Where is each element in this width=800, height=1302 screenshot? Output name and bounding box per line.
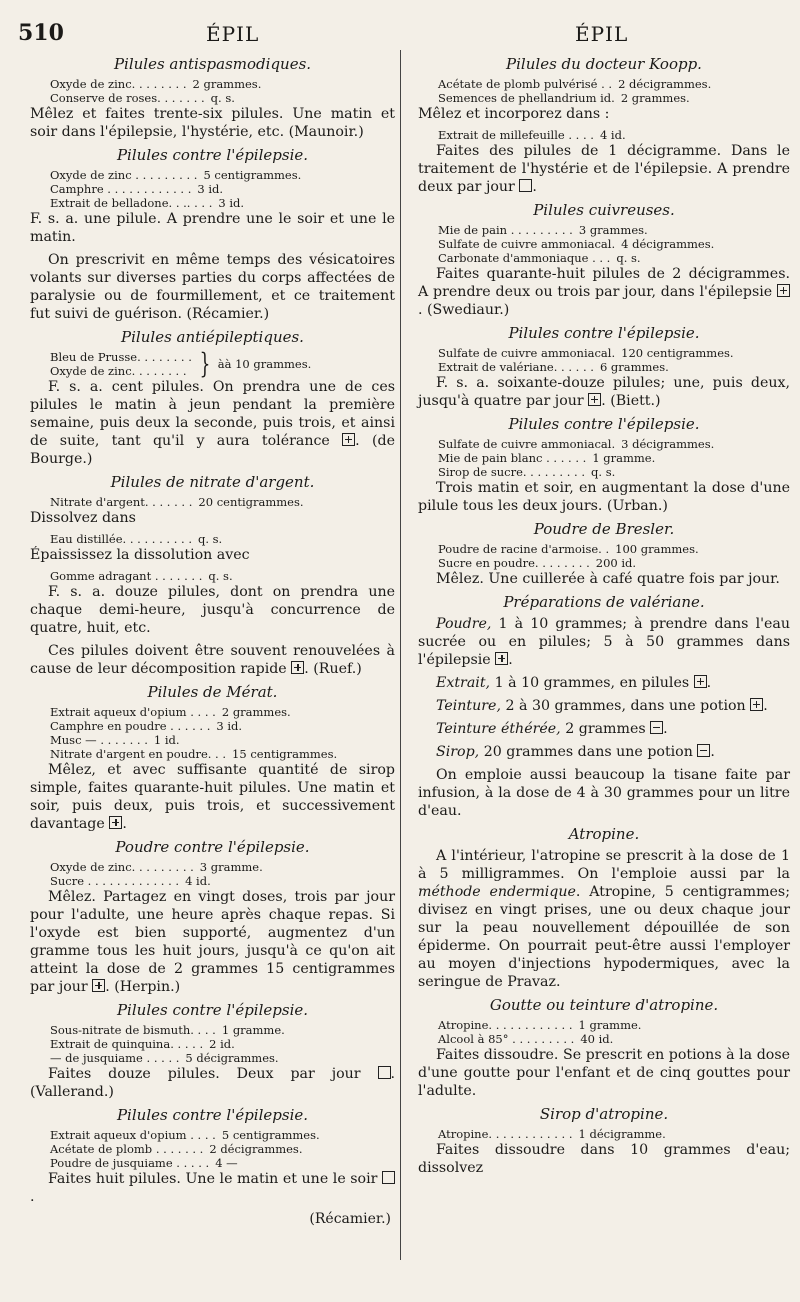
paragraph: Mêlez et incorporez dans : (418, 106, 610, 122)
section-title: Pilules de Mérat. (147, 683, 278, 701)
section-title: Poudre contre l'épilepsie. (115, 838, 310, 856)
ingredient: Mie de pain . . . . . . . . . (438, 223, 573, 237)
quantity: q. s. (208, 569, 233, 583)
section-title: Pilules contre l'épilepsie. (116, 1001, 309, 1019)
ingredient: Sirop de sucre. . . . . . . . . (438, 465, 586, 479)
brace-icon: } (199, 347, 211, 380)
formula-ingredients (50, 350, 192, 378)
quantity: 2 grammes. (221, 705, 291, 719)
section-title: Pilules contre l'épilepsie. (116, 146, 309, 164)
quantity: 2 grammes. (620, 91, 690, 105)
paragraph: A l'intérieur, l'atropine se prescrit à la dose de 1 à 5 milligrammes. On l'emploie aussi par la méthode endermique. Atropine, 5 centigrammes; divisez en vingt prises, une ou deux chaque jour sur la peau nouvellement dépouillée de son épiderme. On pourrait peut-être aussi l'employer au moyen d'injections hypodermiques, avec la seringue de Pravaz. (418, 848, 790, 990)
formula (438, 1018, 790, 1046)
formula-row (438, 542, 790, 556)
empty-box-icon (378, 1066, 391, 1079)
formula-row (50, 532, 395, 546)
quantity: 6 grammes. (599, 360, 669, 374)
author: . (Swediaur.) (418, 302, 510, 318)
paragraph-text: Mêlez. Partagez en vingt doses, trois par jour pour l'adulte, une heure après chaque repas. Si l'oxyde est bien supporté, augmentez d'un gramme tous les huit jours, jusqu'à ce qu'on ait atteint la dose de 2 grammes 15 centigrammes par jour (30, 889, 395, 995)
formula (50, 860, 395, 888)
formula-row (50, 874, 395, 888)
paragraph: F. s. a. une pilule. A prendre une le soir et une le matin. (30, 211, 395, 245)
ingredient: Oxyde de zinc. . . . . . . . (50, 77, 187, 91)
formula-row (50, 1156, 395, 1170)
formula-row (50, 569, 395, 583)
paragraph: Extrait, 1 à 10 grammes, en pilules . (436, 675, 712, 691)
section-title: Préparations de valériane. (503, 593, 705, 611)
ingredient: Atropine. . . . . . . . . . . . (438, 1127, 573, 1141)
formula (50, 705, 395, 761)
quantity: 5 décigrammes. (185, 1051, 279, 1065)
formula-row (50, 77, 395, 91)
paragraph: Teinture, 2 à 30 grammes, dans une potion . (436, 698, 768, 714)
quantity: 1 gramme. (578, 1018, 642, 1032)
ingredient: Sulfate de cuivre ammoniacal. (438, 346, 616, 360)
paragraph: Mêlez et faites trente-six pilules. Une matin et soir dans l'épilepsie, l'hystérie, etc. (Maunoir.) (30, 106, 395, 140)
formula-row (50, 495, 395, 509)
formula-row (438, 437, 790, 451)
empty-box-icon (382, 1171, 395, 1184)
ingredient: Extrait aqueux d'opium . . . . (50, 1128, 216, 1142)
quantity: 5 centigrammes. (221, 1128, 320, 1142)
ingredient: Eau distillée. . . . . . . . . . (50, 532, 192, 546)
paragraph (30, 378, 395, 468)
ingredient: Sulfate de cuivre ammoniacal. (438, 237, 616, 251)
plus-box-icon (109, 816, 122, 829)
header-title-right: ÉPIL (575, 22, 629, 46)
formula-row (438, 251, 790, 265)
formula (438, 223, 790, 265)
ingredient: Conserve de roses. . . . . . . (50, 91, 205, 105)
section-title: Pilules cuivreuses. (533, 201, 675, 219)
plus-box-icon (777, 284, 790, 297)
formula-row (50, 196, 395, 210)
quantity: 120 centigrammes. (621, 346, 734, 360)
paragraph (30, 888, 395, 996)
paragraph: Trois matin et soir, en augmentant la dose d'une pilule tous les deux jours. (Urban.) (418, 480, 790, 514)
paragraph: Mêlez, et avec suffisante quantité de sirop simple, faites quarante-huit pilules. Une matin et soir, puis deux, puis trois, et successivement davantage . (30, 762, 395, 832)
section-title: Pilules contre l'épilepsie. (116, 1106, 309, 1124)
paragraph-text: Faites des pilules de 1 décigramme. Dans le traitement de l'hystérie et de l'épilepsie. A prendre deux par jour (418, 143, 790, 195)
paragraph (418, 265, 790, 319)
quantity: 20 centigrammes. (198, 495, 304, 509)
ingredient: Sulfate de cuivre ammoniacal. (438, 437, 616, 451)
formula-row (50, 1023, 395, 1037)
formula-row (438, 1018, 790, 1032)
formula (50, 77, 395, 105)
ingredient: Sous-nitrate de bismuth. . . . (50, 1023, 216, 1037)
paragraph: Faites dissoudre. Se prescrit en potions à la dose d'une goutte pour l'enfant et de cinq gouttes pour l'adulte. (418, 1047, 790, 1099)
formula-row (438, 451, 790, 465)
formula-row (50, 1037, 395, 1051)
ingredient: Oxyde de zinc. . . . . . . . . (50, 860, 194, 874)
paragraph: Dissolvez dans (30, 510, 136, 526)
quantity: q. s. (210, 91, 235, 105)
paragraph-text: Faites huit pilules. Une le matin et une le soir (48, 1171, 378, 1187)
ingredient: Mie de pain blanc . . . . . . (438, 451, 587, 465)
formula-row (50, 719, 395, 733)
ingredient: Extrait de belladone. . .. . . . (50, 196, 213, 210)
section-title: Poudre de Bresler. (533, 520, 675, 538)
formula-row (438, 556, 790, 570)
ingredient: Extrait aqueux d'opium . . . . (50, 705, 216, 719)
formula (50, 1128, 395, 1170)
ingredient: Musc — . . . . . . . (50, 733, 148, 747)
author: (Récamier.) (309, 1211, 391, 1227)
paragraph (30, 1065, 395, 1101)
formula (50, 569, 395, 583)
quantity: 3 grammes. (578, 223, 648, 237)
quantity: 3 id. (216, 719, 243, 733)
paragraph: Faites des pilules de 1 décigramme. Dans le traitement de l'hystérie et de l'épilepsie. A prendre deux par jour . (418, 143, 790, 195)
ingredient: Carbonate d'ammoniaque . . . (438, 251, 611, 265)
minus-box-icon (697, 744, 710, 757)
section-title: Pilules contre l'épilepsie. (508, 324, 700, 342)
paragraph: Mêlez. Une cuillerée à café quatre fois par jour. (436, 571, 780, 587)
paragraph-text: F. s. a. cent pilules. On prendra une de ces pilules le matin à jeun pendant la première semaine, puis deux la seconde, puis trois, et ainsi de suite, tant qu'il y aura tolérance (30, 379, 395, 449)
section-title: Pilules antispasmodiques. (113, 55, 312, 73)
formula (438, 437, 790, 479)
author: . (Vallerand.) (30, 1066, 396, 1100)
section-title: Goutte ou teinture d'atropine. (489, 996, 719, 1014)
formula-row (438, 223, 790, 237)
formula (50, 1023, 395, 1065)
formula-row (438, 237, 790, 251)
quantity: q. s. (591, 465, 616, 479)
plus-box-icon (495, 652, 508, 665)
header-title-left: ÉPIL (206, 22, 260, 46)
quantity: 4 décigrammes. (621, 237, 715, 251)
ingredient: Nitrate d'argent en poudre. . . (50, 747, 227, 761)
quantity: 2 décigrammes. (618, 77, 712, 91)
empty-box-icon (519, 179, 532, 192)
formula-row (50, 705, 395, 719)
quantity: 15 centigrammes. (232, 747, 338, 761)
ingredient: Acétate de plomb pulvérisé . . (438, 77, 613, 91)
formula-row (50, 168, 395, 182)
formula-row (50, 1128, 395, 1142)
paragraph: Poudre, 1 à 10 grammes; à prendre dans l'eau sucrée ou en pilules; 5 à 50 grammes dans l'épilepsie . (418, 616, 790, 668)
quantity: q. s. (616, 251, 641, 265)
quantity: q. s. (197, 532, 223, 546)
ingredient: Alcool à 85° . . . . . . . . . (438, 1032, 575, 1046)
paragraph: Épaississez la dissolution avec (30, 547, 250, 563)
formula (50, 495, 395, 509)
ingredient: Gomme adragant . . . . . . . (50, 569, 203, 583)
running-header (0, 14, 800, 46)
formula-row (438, 360, 790, 374)
formula-row (50, 733, 395, 747)
page-number: 510 (18, 20, 64, 46)
ingredient: Bleu de Prusse. . . . . . . . (50, 350, 192, 364)
ingredient: — de jusquiame . . . . . (50, 1051, 180, 1065)
ingredient: Sucre . . . . . . . . . . . . . (50, 874, 180, 888)
quantity: 4 — (215, 1156, 238, 1170)
section-title: Pilules de nitrate d'argent. (110, 473, 315, 491)
quantity: 1 id. (153, 733, 180, 747)
ingredient: Semences de phellandrium id. (438, 91, 615, 105)
plus-box-icon (694, 675, 707, 688)
quantity: 5 centigrammes. (203, 168, 302, 182)
plus-box-icon (750, 698, 763, 711)
ingredient: Sucre en poudre. . . . . . . . (438, 556, 590, 570)
formula-row (438, 128, 790, 142)
quantity: 3 id. (218, 196, 245, 210)
paragraph: Teinture éthérée, 2 grammes . (436, 721, 668, 737)
ingredient: Oxyde de zinc. . . . . . . . (50, 364, 187, 378)
paragraph: Faites dissoudre dans 10 grammes d'eau; dissolvez (418, 1142, 790, 1176)
paragraph (30, 642, 395, 678)
formula-row (438, 91, 790, 105)
quantity: 2 grammes. (192, 77, 262, 91)
formula (50, 532, 395, 546)
quantity: 1 décigramme. (578, 1127, 666, 1141)
column-divider (400, 50, 401, 1260)
author: . (de Bourge.) (30, 433, 395, 467)
section-title: Sirop d'atropine. (539, 1105, 669, 1123)
paragraph: On prescrivit en même temps des vésicatoires volants sur diverses parties du corps affectées de paralysie ou de fourmillement, et ce traitement fut suivi de guérison. (Récamier.) (30, 252, 395, 322)
formula-row (50, 860, 395, 874)
ingredient: Camphre . . . . . . . . . . . . (50, 182, 192, 196)
formula-row (438, 346, 790, 360)
quantity: 4 id. (185, 874, 211, 888)
formula-row (50, 1051, 395, 1065)
paragraph: F. s. a. douze pilules, dont on prendra une chaque demi-heure, jusqu'à concurrence de quatre, huit, etc. (30, 584, 395, 636)
quantity: 3 gramme. (199, 860, 263, 874)
paragraph-text: Faites quarante-huit pilules de 2 décigrammes. A prendre deux ou trois par jour, dans l'épilepsie (418, 266, 790, 300)
section-title: Pilules du docteur Koopp. (506, 55, 702, 73)
ingredient: Extrait de valériane. . . . . . (438, 360, 594, 374)
plus-box-icon (291, 661, 304, 674)
author: . (Ruef.) (304, 661, 362, 677)
formula (438, 542, 790, 570)
quantity: 4 id. (599, 128, 626, 142)
ingredient: Poudre de jusquiame . . . . . (50, 1156, 210, 1170)
ingredient: Camphre en poudre . . . . . . (50, 719, 211, 733)
plus-box-icon (92, 979, 105, 992)
formula-row (50, 182, 395, 196)
ingredient: Acétate de plomb . . . . . . . (50, 1142, 204, 1156)
formula-row (50, 1142, 395, 1156)
minus-box-icon (650, 721, 663, 734)
paragraph-text: Ces pilules doivent être souvent renouvelées à cause de leur décomposition rapide (30, 643, 395, 677)
ingredient: Nitrate d'argent. . . . . . . (50, 495, 193, 509)
formula (50, 347, 395, 380)
plus-box-icon (342, 433, 355, 446)
ingredient: Extrait de quinquina. . . . . (50, 1037, 204, 1051)
ingredient: Atropine. . . . . . . . . . . . (438, 1018, 573, 1032)
quantity: 2 décigrammes. (209, 1142, 303, 1156)
quantity: 3 id. (197, 182, 224, 196)
paragraph (418, 374, 790, 410)
formula (438, 77, 790, 105)
quantity: 3 décigrammes. (621, 437, 715, 451)
paragraph-text: F. s. a. soixante-douze pilules; une, puis deux, jusqu'à quatre par jour (418, 375, 790, 409)
paragraph-text: Faites douze pilules. Deux par jour (48, 1066, 361, 1082)
plus-box-icon (588, 393, 601, 406)
quantity: 200 id. (595, 556, 637, 570)
section-title: Pilules antiépileptiques. (121, 328, 304, 346)
ingredient: Extrait de millefeuille . . . . (438, 128, 594, 142)
formula-row (50, 747, 395, 761)
right-column (418, 52, 790, 1182)
section-title: Pilules contre l'épilepsie. (508, 415, 700, 433)
ingredient: Oxyde de zinc . . . . . . . . . (50, 168, 198, 182)
formula-row (438, 465, 790, 479)
paragraph-text: Mêlez, et avec suffisante quantité de sirop simple, faites quarante-huit pilules. Une matin et soir, puis deux, puis trois, et successivement davantage (30, 762, 395, 832)
quantity: 40 id. (580, 1032, 614, 1046)
formula-row (438, 77, 790, 91)
author: . (Herpin.) (105, 979, 181, 995)
quantity: àà 10 grammes. (217, 357, 312, 371)
paragraph: On emploie aussi beaucoup la tisane faite par infusion, à la dose de 4 à 30 grammes pour un litre d'eau. (418, 767, 790, 819)
quantity: 2 id. (209, 1037, 235, 1051)
quantity: 1 gramme. (592, 451, 656, 465)
formula (50, 168, 395, 210)
formula-row (50, 91, 395, 105)
formula-row (438, 1127, 790, 1141)
author: . (Biett.) (601, 393, 661, 409)
section-title: Atropine. (568, 825, 640, 843)
ingredient: Poudre de racine d'armoise. . (438, 542, 610, 556)
formula (438, 346, 790, 374)
quantity: 100 grammes. (615, 542, 699, 556)
formula (438, 128, 790, 142)
paragraph: Sirop, 20 grammes dans une potion . (436, 744, 715, 760)
quantity: 1 gramme. (221, 1023, 285, 1037)
paragraph: Faites huit pilules. Une le matin et une le soir . (30, 1170, 395, 1206)
left-column (30, 52, 395, 1227)
formula (438, 1127, 790, 1141)
formula-row (438, 1032, 790, 1046)
